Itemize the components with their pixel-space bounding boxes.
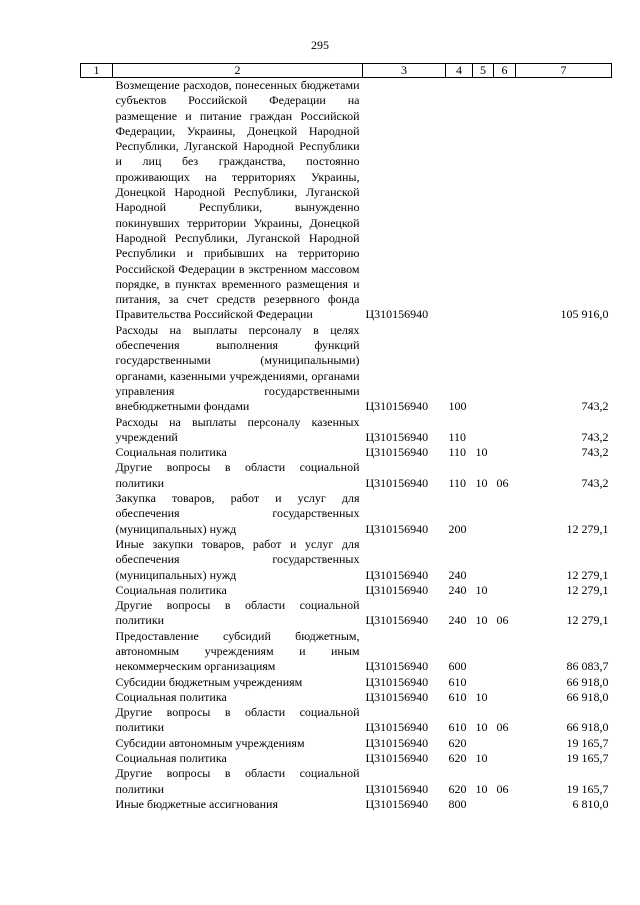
column-number: 6 bbox=[494, 64, 516, 78]
row-expense-type: 610 bbox=[448, 674, 467, 689]
row-name: Иные бюджетные ассигнования bbox=[115, 796, 278, 811]
row-subsection bbox=[494, 491, 516, 537]
row-empty-cell bbox=[81, 537, 113, 583]
row-code: Ц310156940 bbox=[365, 475, 429, 490]
row-code: Ц310156940 bbox=[365, 399, 429, 414]
row-empty-cell bbox=[81, 675, 113, 690]
row-empty-cell bbox=[81, 705, 113, 736]
row-name: Закупка товаров, работ и услуг для обеспечения государственных (муниципальных) нужд bbox=[115, 491, 360, 536]
row-name: Социальная политика bbox=[115, 689, 227, 704]
column-number-row bbox=[81, 64, 612, 78]
row-expense-type: 240 bbox=[448, 582, 467, 597]
table-row bbox=[81, 736, 612, 751]
row-expense-type: 100 bbox=[448, 399, 467, 414]
row-name: Расходы на выплаты персоналу казенных учреждений bbox=[115, 414, 360, 444]
row-code: Ц310156940 bbox=[365, 735, 429, 750]
row-empty-cell bbox=[81, 598, 113, 629]
row-code: Ц310156940 bbox=[365, 429, 429, 444]
row-empty-cell bbox=[81, 629, 113, 675]
row-code: Ц310156940 bbox=[365, 659, 429, 674]
row-subsection bbox=[494, 675, 516, 690]
row-code: Ц310156940 bbox=[365, 720, 429, 735]
row-subsection bbox=[494, 445, 516, 460]
row-subsection bbox=[494, 797, 516, 812]
row-section: 10 bbox=[475, 751, 488, 766]
table-row bbox=[81, 690, 612, 705]
row-code: Ц310156940 bbox=[365, 689, 429, 704]
row-subsection bbox=[494, 629, 516, 675]
row-expense-type: 110 bbox=[448, 445, 467, 460]
row-empty-cell bbox=[81, 460, 113, 491]
row-expense-type: 610 bbox=[448, 689, 467, 704]
row-name: Предоставление субсидий бюджетным, автономным учреждениям и иным некоммерческим организациям bbox=[115, 628, 360, 674]
row-section bbox=[473, 736, 494, 751]
row-code: Ц310156940 bbox=[365, 521, 429, 536]
row-code: Ц310156940 bbox=[365, 582, 429, 597]
table-row bbox=[81, 491, 612, 537]
row-amount: 12 279,1 bbox=[566, 567, 609, 582]
row-section bbox=[473, 415, 494, 446]
row-subsection: 06 bbox=[496, 720, 509, 735]
budget-table bbox=[80, 63, 612, 812]
row-amount: 19 165,7 bbox=[566, 735, 609, 750]
row-expense-type: 110 bbox=[448, 429, 467, 444]
row-empty-cell bbox=[81, 445, 113, 460]
row-name: Возмещение расходов, понесенных бюджетами субъектов Российской Федерации на размещение и питание граждан Российской Федерации, Украины, Донецкой Народной Республики, Луганской Народной Республики и лиц без гражданства, постоянно проживающих на территориях Украины, Донецкой Народной Республики, Луганской Народной Республики, вынужденно покинувших территории Украины, Донецкой Народной Республики, Луганской Народной Республики и прибывших на территорию Российской Федерации в экстренном массовом порядке, в пунктах временного размещения и питания, за счет средств резервного фонда Правительства Российской Федерации bbox=[115, 78, 360, 322]
table-row bbox=[81, 598, 612, 629]
row-amount: 66 918,0 bbox=[566, 689, 609, 704]
table-row bbox=[81, 78, 612, 323]
row-empty-cell bbox=[81, 751, 113, 766]
row-name: Субсидии бюджетным учреждениям bbox=[115, 674, 303, 689]
row-name: Другие вопросы в области социальной политики bbox=[115, 460, 360, 490]
row-expense-type: 620 bbox=[448, 781, 467, 796]
table-row bbox=[81, 537, 612, 583]
row-amount: 743,2 bbox=[581, 445, 609, 460]
row-subsection bbox=[494, 537, 516, 583]
row-empty-cell bbox=[81, 583, 113, 598]
row-amount: 12 279,1 bbox=[566, 582, 609, 597]
row-amount: 66 918,0 bbox=[566, 720, 609, 735]
row-expense-type: 240 bbox=[448, 567, 467, 582]
row-code: Ц310156940 bbox=[365, 674, 429, 689]
row-name: Другие вопросы в области социальной политики bbox=[115, 598, 360, 628]
row-section: 10 bbox=[475, 720, 488, 735]
page-number: 295 bbox=[311, 38, 329, 52]
row-section bbox=[473, 537, 494, 583]
row-amount: 19 165,7 bbox=[566, 751, 609, 766]
row-amount: 12 279,1 bbox=[566, 521, 609, 536]
row-section bbox=[473, 675, 494, 690]
row-subsection bbox=[494, 78, 516, 323]
row-section bbox=[473, 797, 494, 812]
row-subsection bbox=[494, 583, 516, 598]
row-empty-cell bbox=[81, 736, 113, 751]
row-expense-type: 240 bbox=[448, 613, 467, 628]
row-amount: 743,2 bbox=[581, 399, 609, 414]
table-row bbox=[81, 460, 612, 491]
row-amount: 12 279,1 bbox=[566, 613, 609, 628]
column-number: 1 bbox=[81, 64, 113, 78]
row-expense-type: 200 bbox=[448, 521, 467, 536]
row-expense-type: 610 bbox=[448, 720, 467, 735]
row-section: 10 bbox=[475, 689, 488, 704]
row-section bbox=[473, 78, 494, 323]
row-subsection bbox=[494, 690, 516, 705]
row-subsection bbox=[494, 323, 516, 415]
row-name: Другие вопросы в области социальной политики bbox=[115, 766, 360, 796]
row-empty-cell bbox=[81, 323, 113, 415]
row-expense-type bbox=[446, 78, 473, 323]
row-amount: 105 916,0 bbox=[560, 307, 609, 322]
row-amount: 19 165,7 bbox=[566, 781, 609, 796]
table-row bbox=[81, 323, 612, 415]
row-subsection: 06 bbox=[496, 475, 509, 490]
row-section: 10 bbox=[475, 582, 488, 597]
row-expense-type: 800 bbox=[448, 796, 467, 811]
row-amount: 6 810,0 bbox=[572, 796, 609, 811]
row-code: Ц310156940 bbox=[365, 307, 429, 322]
table-row bbox=[81, 705, 612, 736]
row-code: Ц310156940 bbox=[365, 445, 429, 460]
row-section bbox=[473, 629, 494, 675]
table-row bbox=[81, 583, 612, 598]
row-expense-type: 620 bbox=[448, 751, 467, 766]
row-section bbox=[473, 491, 494, 537]
row-section bbox=[473, 323, 494, 415]
row-amount: 66 918,0 bbox=[566, 674, 609, 689]
row-name: Иные закупки товаров, работ и услуг для обеспечения государственных (муниципальных) нужд bbox=[115, 536, 360, 582]
row-empty-cell bbox=[81, 797, 113, 812]
row-name: Социальная политика bbox=[115, 445, 227, 460]
row-code: Ц310156940 bbox=[365, 796, 429, 811]
row-code: Ц310156940 bbox=[365, 567, 429, 582]
row-amount: 743,2 bbox=[581, 429, 609, 444]
row-subsection: 06 bbox=[496, 781, 509, 796]
row-code: Ц310156940 bbox=[365, 751, 429, 766]
column-number: 5 bbox=[473, 64, 494, 78]
row-subsection bbox=[494, 415, 516, 446]
table-row bbox=[81, 766, 612, 797]
column-number: 4 bbox=[446, 64, 473, 78]
row-name: Субсидии автономным учреждениям bbox=[115, 735, 305, 750]
row-empty-cell bbox=[81, 78, 113, 323]
table-row bbox=[81, 629, 612, 675]
row-section: 10 bbox=[475, 613, 488, 628]
table-row bbox=[81, 797, 612, 812]
row-expense-type: 620 bbox=[448, 735, 467, 750]
row-subsection bbox=[494, 751, 516, 766]
row-name: Социальная политика bbox=[115, 751, 227, 766]
table-row bbox=[81, 751, 612, 766]
row-empty-cell bbox=[81, 690, 113, 705]
row-amount: 743,2 bbox=[581, 475, 609, 490]
row-section: 10 bbox=[475, 781, 488, 796]
table-row bbox=[81, 675, 612, 690]
column-number: 2 bbox=[113, 64, 363, 78]
row-empty-cell bbox=[81, 415, 113, 446]
row-empty-cell bbox=[81, 766, 113, 797]
row-code: Ц310156940 bbox=[365, 613, 429, 628]
row-subsection: 06 bbox=[496, 613, 509, 628]
row-name: Другие вопросы в области социальной политики bbox=[115, 705, 360, 735]
row-expense-type: 110 bbox=[448, 475, 467, 490]
table-row bbox=[81, 415, 612, 446]
column-number: 3 bbox=[363, 64, 446, 78]
row-name: Социальная политика bbox=[115, 582, 227, 597]
row-amount: 86 083,7 bbox=[566, 659, 609, 674]
column-number: 7 bbox=[516, 64, 612, 78]
row-code: Ц310156940 bbox=[365, 781, 429, 796]
row-expense-type: 600 bbox=[448, 659, 467, 674]
row-empty-cell bbox=[81, 491, 113, 537]
table-row bbox=[81, 445, 612, 460]
row-section: 10 bbox=[475, 475, 488, 490]
row-name: Расходы на выплаты персоналу в целях обеспечения выполнения функций государственными (муниципальными) органами, казенными учреждениями, органами управления государственными внебюджетными фондами bbox=[115, 322, 360, 414]
row-subsection bbox=[494, 736, 516, 751]
row-section: 10 bbox=[475, 445, 488, 460]
